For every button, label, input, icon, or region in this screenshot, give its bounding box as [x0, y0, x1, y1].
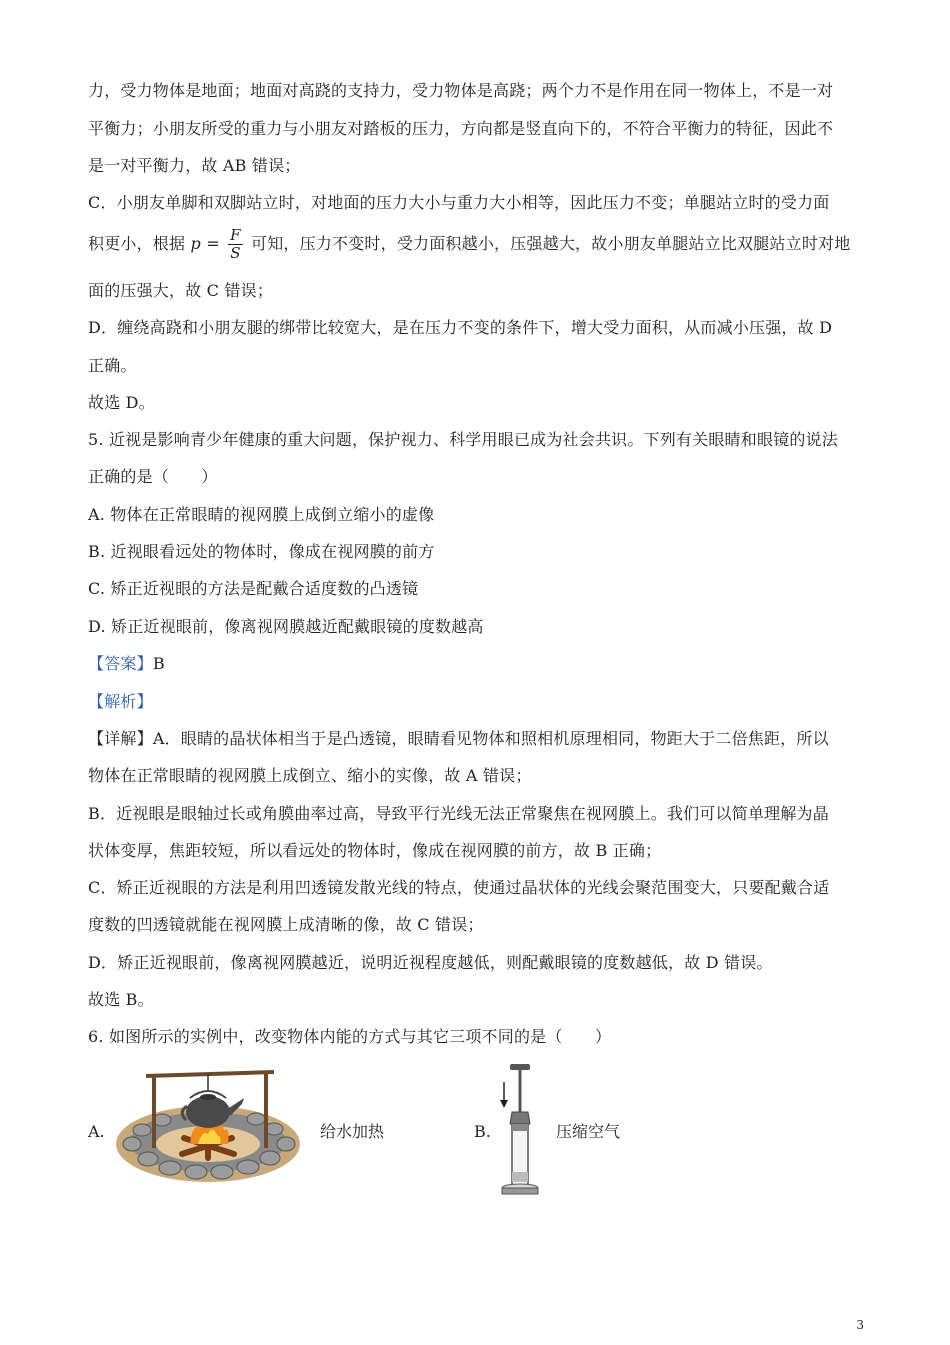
- text-line: 力，受力物体是地面；地面对高跷的支持力，受力物体是高跷；两个力不是作用在同一物体上，不是一对: [88, 81, 834, 100]
- text-line: 平衡力；小朋友所受的重力与小朋友对踏板的压力，方向都是竖直向下的，不符合平衡力的特征，因此不: [88, 119, 834, 138]
- text-line: C．矫正近视眼的方法是利用凹透镜发散光线的特点，使通过晶状体的光线会聚范围变大，只要配戴合适: [88, 878, 830, 897]
- text-line: B．近视眼是眼轴过长或角膜曲率过高，导致平行光线无法正常聚焦在视网膜上。我们可以简单理解为晶: [88, 804, 829, 823]
- option-c: C. 矫正近视眼的方法是配戴合适度数的凸透镜: [88, 579, 419, 598]
- detail-text: A．眼睛的晶状体相当于是凸透镜，眼睛看见物体和照相机原理相同，物距大于二倍焦距，所以: [152, 729, 829, 748]
- detail-line: [88, 729, 829, 749]
- question-5-stem: 5. 近视是影响青少年健康的重大问题，保护视力、科学用眼已成为社会共识。下列有关眼睛和眼镜的说法: [88, 430, 838, 449]
- option-d: D. 矫正近视眼前，像离视网膜越近配戴眼镜的度数越高: [88, 617, 484, 636]
- text-line: 物体在正常眼睛的视网膜上成倒立、缩小的实像，故 A 错误；: [88, 766, 532, 785]
- text-line: D．矫正近视眼前，像离视网膜越近，说明近视程度越低，则配戴眼镜的度数越低，故 D 错误。: [88, 953, 773, 972]
- formula-line: [88, 225, 850, 263]
- question-5-stem-cont: 正确的是（ ）: [88, 467, 218, 486]
- text-line: 面的压强大，故 C 错误；: [88, 281, 274, 300]
- formula-text-after: 可知，压力不变时，受力面积越小，压强越大，故小朋友单腿站立比双腿站立时对地: [245, 234, 851, 253]
- option-a: A. 物体在正常眼睛的视网膜上成倒立缩小的虚像: [88, 505, 435, 524]
- detail-tag: 【详解】: [88, 729, 153, 748]
- option-6a-caption: 给水加热: [320, 1122, 385, 1141]
- text-line: 正确。: [88, 356, 137, 375]
- text-line: 故选 D。: [88, 393, 155, 412]
- text-line: 是一对平衡力，故 AB 错误；: [88, 156, 301, 175]
- option-6a-letter: A.: [88, 1122, 105, 1141]
- pressure-fraction: [228, 227, 243, 262]
- formula-text-before: 积更小，根据: [88, 234, 191, 253]
- answer-line: [88, 654, 165, 674]
- text-line: C．小朋友单脚和双脚站立时，对地面的压力大小与重力大小相等，因此压力不变；单腿站立时的受力面: [88, 193, 830, 212]
- text-line: D．缠绕高跷和小朋友腿的绑带比较宽大，是在压力不变的条件下，增大受力面积，从而减小压强，故 D: [88, 318, 833, 337]
- campfire-kettle-image: [112, 1064, 304, 1186]
- fraction-denominator: S: [230, 244, 241, 262]
- answer-tag: 【答案】: [88, 654, 153, 673]
- formula-eq: =: [200, 234, 226, 253]
- text-line: 状体变厚，焦距较短，所以看远处的物体时，像成在视网膜的前方，故 B 正确；: [88, 841, 662, 860]
- option-6b-caption: 压缩空气: [556, 1122, 621, 1141]
- page-number: 3: [856, 1318, 864, 1332]
- fraction-numerator: F: [230, 226, 241, 244]
- text-line: 故选 B。: [88, 990, 154, 1009]
- question-6-stem: 6. 如图所示的实例中，改变物体内能的方式与其它三项不同的是（ ）: [88, 1027, 612, 1046]
- analysis-tag: 【解析】: [88, 692, 153, 711]
- option-6b-letter: B.: [474, 1122, 491, 1141]
- option-b: B. 近视眼看远处的物体时，像成在视网膜的前方: [88, 542, 435, 561]
- formula-p: p: [190, 234, 201, 253]
- air-compression-cylinder-image: [492, 1060, 548, 1202]
- answer-value: B: [152, 654, 165, 673]
- text-line: 度数的凹透镜就能在视网膜上成清晰的像，故 C 错误；: [88, 915, 484, 934]
